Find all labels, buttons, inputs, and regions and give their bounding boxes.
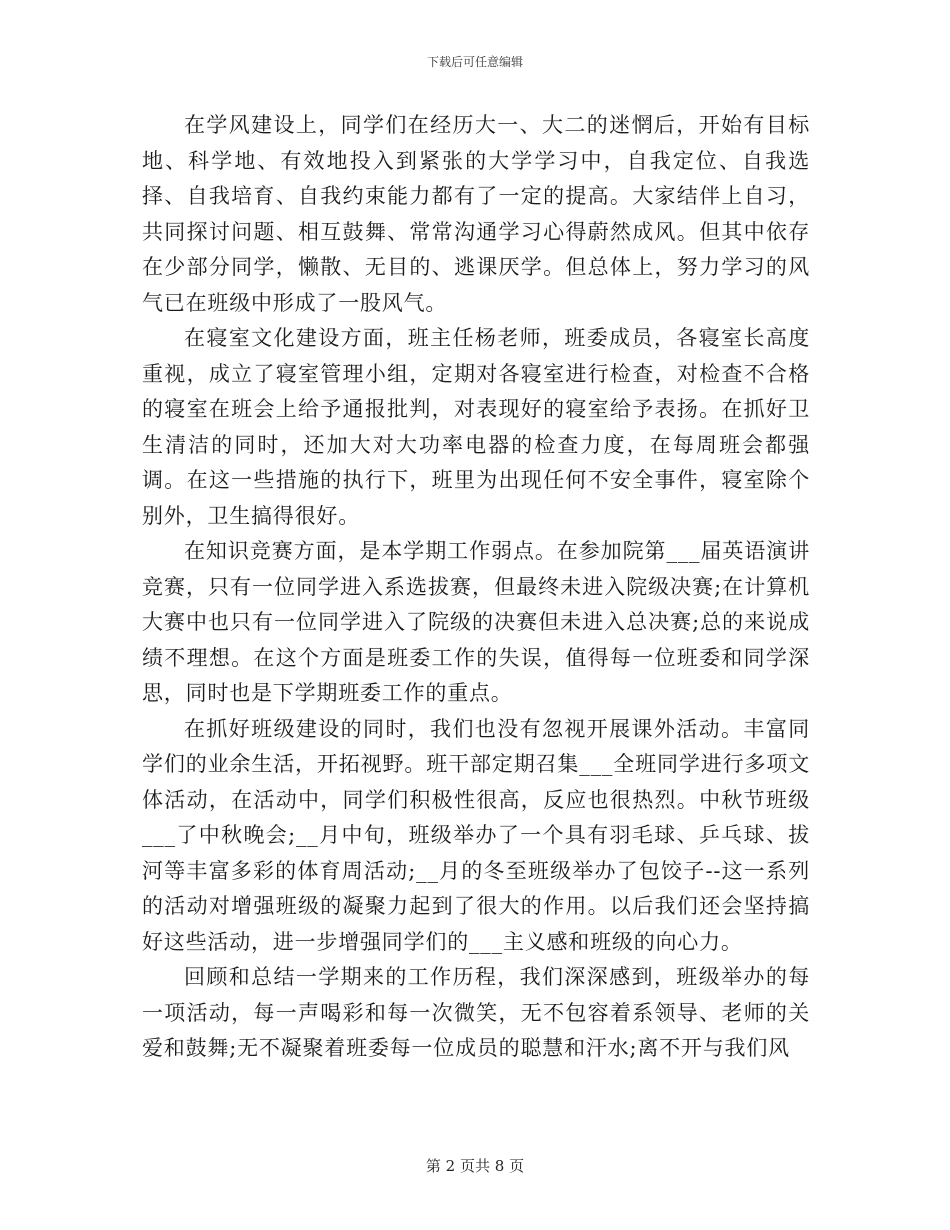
paragraph-knowledge-competition: 在知识竞赛方面，是本学期工作弱点。在参加院第___届英语演讲竞赛，只有一位同学进入系选拔赛，但最终未进入院级决赛;在计算机大赛中也只有一位同学进入了院级的决赛但未进入总决赛;总的来说成绩不理想。在这个方面是班委工作的失误，值得每一位班委和同学深思，同时也是下学期班委工作的重点。 [142, 539, 810, 705]
document-body [142, 108, 810, 1067]
paragraph-review-summary: 回顾和总结一学期来的工作历程，我们深深感到，班级举办的每一项活动，每一声喝彩和每一次微笑，无不包容着系领导、老师的关爱和鼓舞;无不凝聚着班委每一位成员的聪慧和汗水;离不开与我们风 [142, 965, 810, 1060]
page-header: 下载后可任意编辑 [426, 55, 523, 69]
paragraph-extracurricular: 在抓好班级建设的同时，我们也没有忽视开展课外活动。丰富同学们的业余生活，开拓视野。班干部定期召集___全班同学进行多项文体活动，在活动中，同学们积极性很高，反应也很热烈。中秋节班级___了中秋晚会;__月中旬，班级举办了一个具有羽毛球、乒乓球、拔河等丰富多彩的体育周活动;__月的冬至班级举办了包饺子--这一系列的活动对增强班级的凝聚力起到了很大的作用。以后我们还会坚持搞好这些活动，进一步增强同学们的___主义感和班级的向心力。 [142, 716, 810, 954]
paragraph-dormitory-culture: 在寝室文化建设方面，班主任杨老师，班委成员，各寝室长高度重视，成立了寝室管理小组，定期对各寝室进行检查，对检查不合格的寝室在班会上给予通报批判，对表现好的寝室给予表扬。在抓好卫生清洁的同时，还加大对大功率电器的检查力度，在每周班会都强调。在这一些措施的执行下，班里为出现任何不安全事件，寝室除个别外，卫生搞得很好。 [142, 326, 810, 528]
paragraph-study-style: 在学风建设上，同学们在经历大一、大二的迷惘后，开始有目标地、科学地、有效地投入到紧张的大学学习中，自我定位、自我选择、自我培育、自我约束能力都有了一定的提高。大家结伴上自习，共同探讨问题、相互鼓舞、常常沟通学习心得蔚然成风。但其中依存在少部分同学，懒散、无目的、逃课厌学。但总体上，努力学习的风气已在班级中形成了一股风气。 [142, 113, 810, 315]
page-number: 第 2 页共 8 页 [425, 1157, 525, 1175]
